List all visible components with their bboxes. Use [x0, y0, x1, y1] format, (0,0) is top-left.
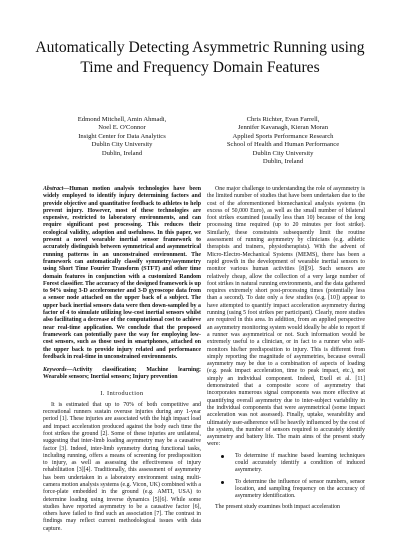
author-institution: Dublin, Ireland	[262, 158, 304, 166]
abstract-text: —Human motion analysis technologies have been widely employed to identify injury determining factors and provide objective and quantitative feedback to athletes to help prevent injury. However, most of these technologies are expensive, restricted to laboratory environments, and can require significant post processing. This reduces their ecological validity, adoption and usefulness. In this paper, we present a novel wearable inertial sensor framework to accurately distinguish between symmetrical and asymmetrical running patterns in an unconstrained environment. The framework can automatically classify symmetry/asymmetry using Short Time Fourier Transform (STFT) and other time domain features in conjunction with a customized Random Forest classifier. The accuracy of the designed framework is up to 94% using 3-D accelerometer and 3-D gyroscope data from a sensor node attached on the upper back of a subject. The upper back inertial sensors data were then down-sampled by a factor of 4 to simulate utilizing low-cost inertial sensors whilst also facilitating a decrease of the computational cost to achieve near real-time application. We conclude that the proposed framework can potentially pave the way for employing low-cost sensors, such as those used in smartphones, attached on the upper back to provide injury related and performance feedback in real-time in unconstrained environments.	[43, 186, 201, 360]
keywords-text: —Activity classification; Machine learning; Wearable sensors; Inertial sensors; Injury prevention	[43, 367, 201, 381]
aims-list	[207, 453, 365, 501]
list-item-text: To determine if machine based learning techniques could accurately identify a condition of induced asymmetry.	[235, 452, 365, 474]
author-institution: School of Health and Human Performance	[226, 141, 340, 149]
right-column	[207, 186, 365, 512]
section-heading: I. Introduction	[100, 389, 144, 397]
author-names: Edmond Mitchell, Amin Ahmadi,	[77, 116, 167, 123]
left-column	[43, 186, 201, 533]
bullet-icon	[221, 481, 224, 484]
author-institution: Dublin City University	[91, 141, 153, 149]
keywords-label: Keywords	[43, 367, 67, 374]
author-names: Noel E. O'Connor	[98, 124, 146, 132]
author-institution: Dublin, Ireland	[101, 149, 143, 157]
title-line: Time and Frequency Domain Features	[80, 58, 320, 76]
list-item	[207, 453, 365, 475]
abstract	[43, 186, 201, 361]
author-institution: Insight Center for Data Analytics	[78, 132, 166, 140]
author-block-right	[208, 116, 358, 166]
author-block-left	[47, 116, 197, 158]
author-names: Chris Richter, Evan Farrell,	[246, 116, 320, 123]
list-item-text: To determine the influence of sensor numbers, sensor location, and sampling frequency on the accuracy of asymmetry identification.	[235, 478, 365, 500]
keywords	[43, 367, 201, 382]
abstract-label: Abstract	[43, 186, 64, 192]
list-item	[207, 479, 365, 501]
body-paragraph: The present study examines both impact acceleration	[215, 504, 340, 511]
bullet-icon	[221, 455, 224, 458]
author-institution: Applied Sports Performance Research	[232, 132, 334, 140]
author-institution: Dublin City University	[252, 149, 314, 157]
title-line: Automatically Detecting Asymmetric Running using	[35, 39, 365, 56]
author-names: Jennifer Kavanagh, Kieran Moran	[237, 124, 329, 132]
intro-paragraph: It is estimated that up to 70% of both competitive and recreational runners sustain overuse injuries during any 1-year period [1]. These injuries are associated with the high impact load and impact acceleration produced against the body each time the foot strikes the ground [2]. Some of these injuries are unilateral, suggesting that inter-limb loading asymmetry may be a causative factor [3]. Indeed, inter-limb symmetry during functional tasks, including running, offers a means of screening for predisposition to injury, as well as assessing the effectiveness of injury rehabilitation [3][4]. Traditionally, this assessment of asymmetry has been undertaken in a laboratory environment using multi-camera motion analysis systems (e.g. Vicon, UK) combined with a force-plate embedded in the ground (e.g. AMTI, USA) to determine loading using inverse dynamics [5][6]. While some studies have reported asymmetry to be a causative factor [6], others have failed to find such an association [7]. The contrast in findings may reflect current methodological issues with data capture.	[43, 401, 201, 532]
paper-title	[20, 38, 380, 77]
body-paragraph: One major challenge to understanding the role of asymmetry is the limited number of studies that have been undertaken due to the cost of the aforementioned biomechanical analysis systems (in excess of 50,000 Euro), as well as the small number of bilateral foot strikes examined (usually less than 10) because of the long processing time required (up to 20 minutes per foot strike). Similarly, these constraints subsequently limit the routine assessment of running asymmetry by clinicians (e.g. athletic therapists and trainers, physiotherapists). With the advent of Micro-Electro-Mechanical Systems (MEMS), there has been a rapid growth in the development of wearable inertial sensors to monitor various human activities [8][9]. Such sensors are relatively cheap, allow the collection of a very large number of foot strikes in natural running environments, and the data gathered requires extremely short post-processing times (potentially less than a second). To date only a few studies (e.g. [10]) appear to have attempted to quantify impact acceleration asymmetry during running (using 5 foot strikes per participant). Clearly, more studies are required in this area. In addition, from an applied perspective an asymmetry monitoring system would ideally be able to report if a runner was asymmetrical or not. Such information would be extremely useful to a clinician, or in fact to a runner who self-monitors his/her predisposition to injury. This is different from simply reporting the magnitude of asymmetries, because overall asymmetry may be due to a combination of aspects of loading (e.g. peak impact acceleration, time to peak impact, etc.), not simply an individual component. Indeed, Exell et al. [11] demonstrated that a composite score of asymmetry that incorporates numerous signal components was more effective at quantifying overall asymmetry due to inter-subject variability in the individual components that were asymmetrical (some impact acceleration was not assessed). Finally, uptake, wearability and ultimately user-adherence will be heavily influenced by the cost of the system, the number of sensors required to accurately identify asymmetry and battery life. The main aims of the present study were:	[207, 186, 365, 448]
